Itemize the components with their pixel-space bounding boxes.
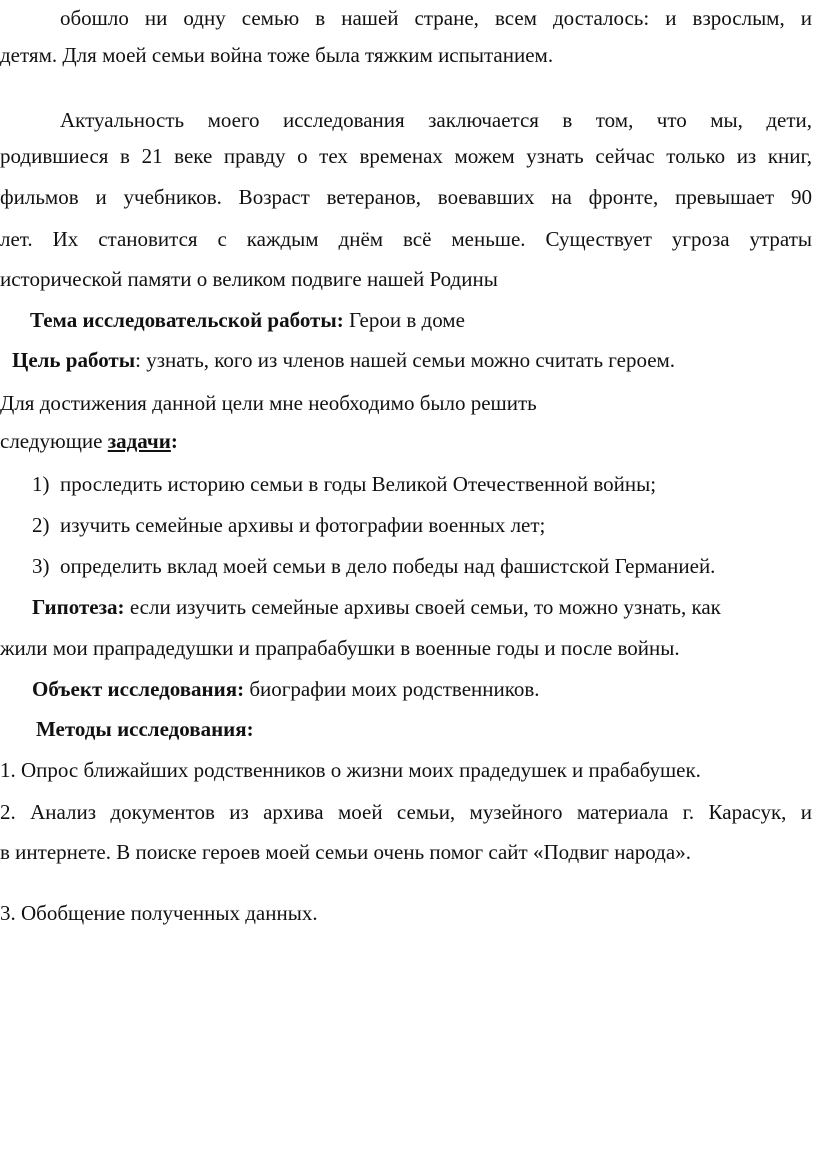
task-text: определить вклад моей семьи в дело победы над фашистской Германией.: [60, 554, 716, 578]
hypothesis-label: Гипотеза:: [32, 595, 125, 619]
topic-line: [30, 310, 465, 331]
task-number: 3): [32, 554, 50, 578]
task-number: 1): [32, 472, 50, 496]
task-item: [32, 515, 545, 536]
task-item: [32, 474, 656, 495]
task-text: проследить историю семьи в годы Великой Отечественной войны;: [60, 472, 657, 496]
method-item-2-line-2: в интернете. В поиске героев моей семьи очень помог сайт «Подвиг народа».: [0, 840, 691, 864]
goal-line: [12, 350, 675, 371]
intro-line-1: обошло ни одну семью в нашей стране, всем досталось: и взрослым, и: [60, 6, 812, 30]
methods-title: Методы исследования:: [36, 717, 254, 741]
hypothesis-line-2: жили мои прапрадедушки и прапрабабушки в военные годы и после войны.: [0, 636, 680, 660]
relevance-line-4: лет. Их становится с каждым днём всё меньше. Существует угроза утраты: [0, 227, 812, 251]
hypothesis-line-1: Гипотеза: если изучить семейные архивы своей семьи, то можно узнать, как: [32, 595, 721, 619]
topic-label: Тема исследовательской работы:: [30, 308, 344, 332]
intro-line-2: детям. Для моей семьи война тоже была тяжким испытанием.: [0, 43, 554, 67]
object-label: Объект исследования:: [32, 677, 245, 701]
tasks-heading: задачи: [107, 429, 171, 453]
task-text: изучить семейные архивы и фотографии военных лет;: [60, 513, 546, 537]
task-number: 2): [32, 513, 50, 537]
goal-value: : узнать, кого из членов нашей семьи можно считать героем.: [135, 348, 676, 372]
relevance-line-2: родившиеся в 21 веке правду о тех временах можем узнать сейчас только из книг,: [0, 144, 812, 168]
method-item-3: 3. Обобщение полученных данных.: [0, 901, 318, 925]
method-item-2-line-1: 2. Анализ документов из архива моей семьи, музейного материала г. Карасук, и: [0, 800, 812, 824]
relevance-line-3: фильмов и учебников. Возраст ветеранов, воевавших на фронте, превышает 90: [0, 185, 812, 209]
tasks-intro-line-1: Для достижения данной цели мне необходимо было решить: [0, 391, 537, 415]
relevance-line-1: Актуальность моего исследования заключается в том, что мы, дети,: [60, 108, 812, 132]
topic-value: Герои в доме: [343, 308, 465, 332]
relevance-line-5: исторической памяти о великом подвиге нашей Родины: [0, 267, 498, 291]
goal-label: Цель работы: [12, 348, 136, 372]
object-value: биографии моих родственников.: [244, 677, 540, 701]
task-item: [32, 556, 715, 577]
object-line: [32, 679, 540, 700]
tasks-intro-line-2: следующие задачи:: [0, 429, 178, 453]
method-item-1: 1. Опрос ближайших родственников о жизни моих прадедушек и прабабушек.: [0, 758, 701, 782]
